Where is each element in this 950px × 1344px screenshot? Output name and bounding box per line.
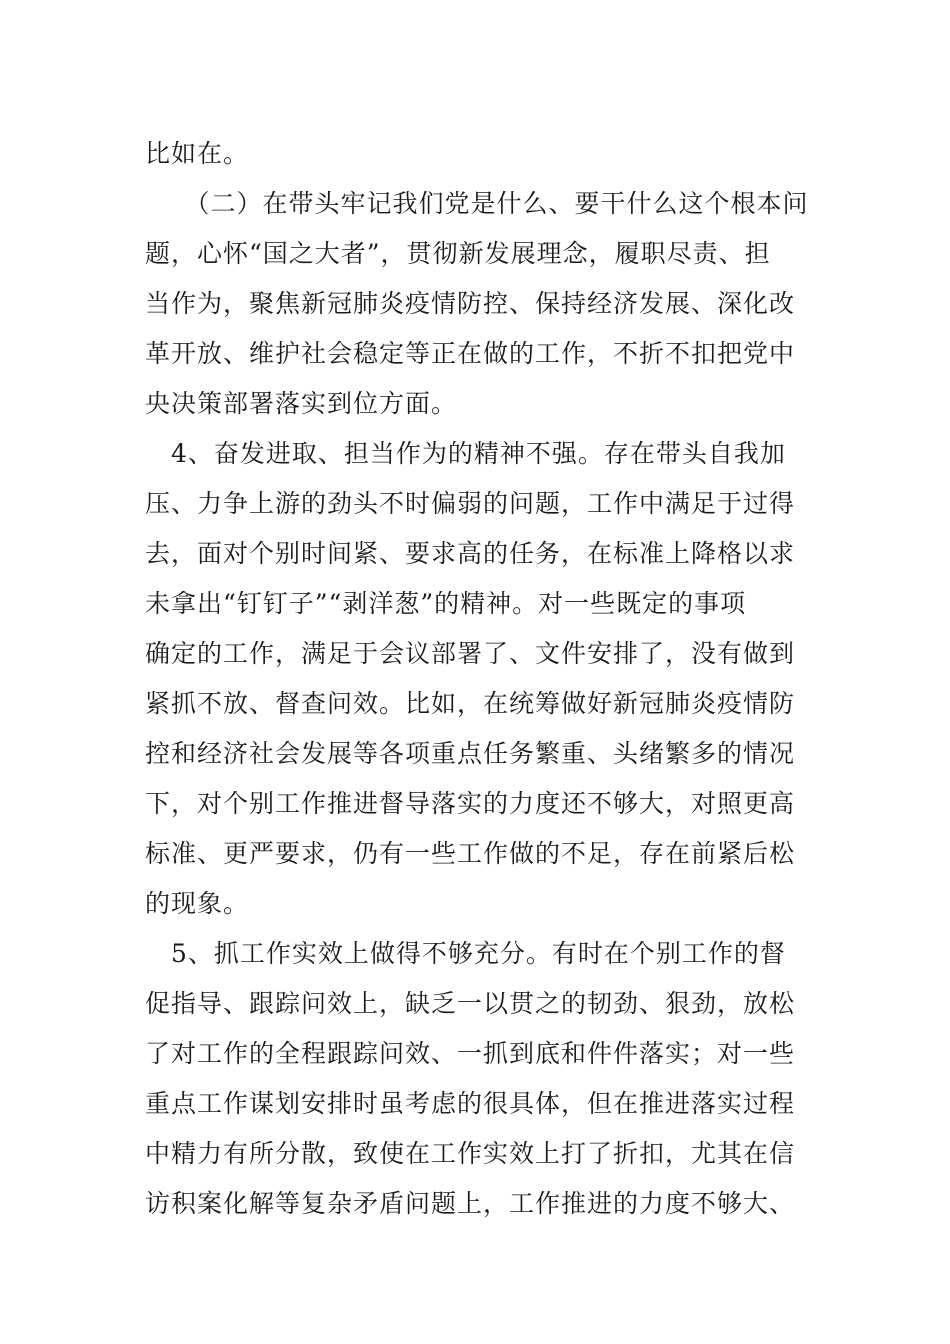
text-line-12: 紧抓不放、督查问效。比如，在统筹做好新冠肺炎疫情防 [145, 689, 796, 718]
text-line-9: 去，面对个别时间紧、要求高的任务，在标准上降格以求 [145, 539, 796, 568]
text-line-3: 题，心怀“国之大者”，贯彻新发展理念，履职尽责、担 [145, 239, 771, 268]
text-line-19: 了对工作的全程跟踪问效、一抓到底和件件落实；对一些 [145, 1039, 796, 1068]
text-line-6: 央决策部署落实到位方面。 [145, 389, 458, 418]
text-line-21: 中精力有所分散，致使在工作实效上打了折扣，尤其在信 [145, 1139, 796, 1168]
text-line-13: 控和经济社会发展等各项重点任务繁重、头绪繁多的情况 [145, 739, 796, 768]
text-line-20: 重点工作谋划安排时虽考虑的很具体，但在推进落实过程 [145, 1089, 796, 1118]
text-line-5: 革开放、维护社会稳定等正在做的工作，不折不扣把党中 [145, 339, 796, 368]
text-line-18: 促指导、跟踪问效上，缺乏一以贯之的韧劲、狠劲，放松 [145, 989, 796, 1018]
text-line-22: 访积案化解等复杂矛盾问题上，工作推进的力度不够大、 [145, 1189, 796, 1218]
text-line-16: 的现象。 [145, 889, 250, 918]
text-line-14: 下，对个别工作推进督导落实的力度还不够大，对照更高 [145, 789, 796, 818]
text-line-10: 未拿出“钉钉子”“剥洋葱”的精神。对一些既定的事项 [145, 589, 747, 618]
text-line-1: 比如在。 [145, 139, 250, 168]
text-line-7: 4、奋发进取、担当作为的精神不强。存在带头自我加 [145, 439, 786, 468]
text-line-15: 标准、更严要求，仍有一些工作做的不足，存在前紧后松 [145, 839, 796, 868]
text-line-11: 确定的工作，满足于会议部署了、文件安排了，没有做到 [145, 639, 796, 668]
text-line-4: 当作为，聚焦新冠肺炎疫情防控、保持经济发展、深化改 [145, 289, 796, 318]
text-line-8: 压、力争上游的劲头不时偏弱的问题，工作中满足于过得 [145, 489, 796, 518]
body-text [145, 129, 810, 1229]
text-line-2: （二）在带头牢记我们党是什么、要干什么这个根本问 [145, 189, 809, 218]
text-line-17: 5、抓工作实效上做得不够充分。有时在个别工作的督 [145, 939, 786, 968]
